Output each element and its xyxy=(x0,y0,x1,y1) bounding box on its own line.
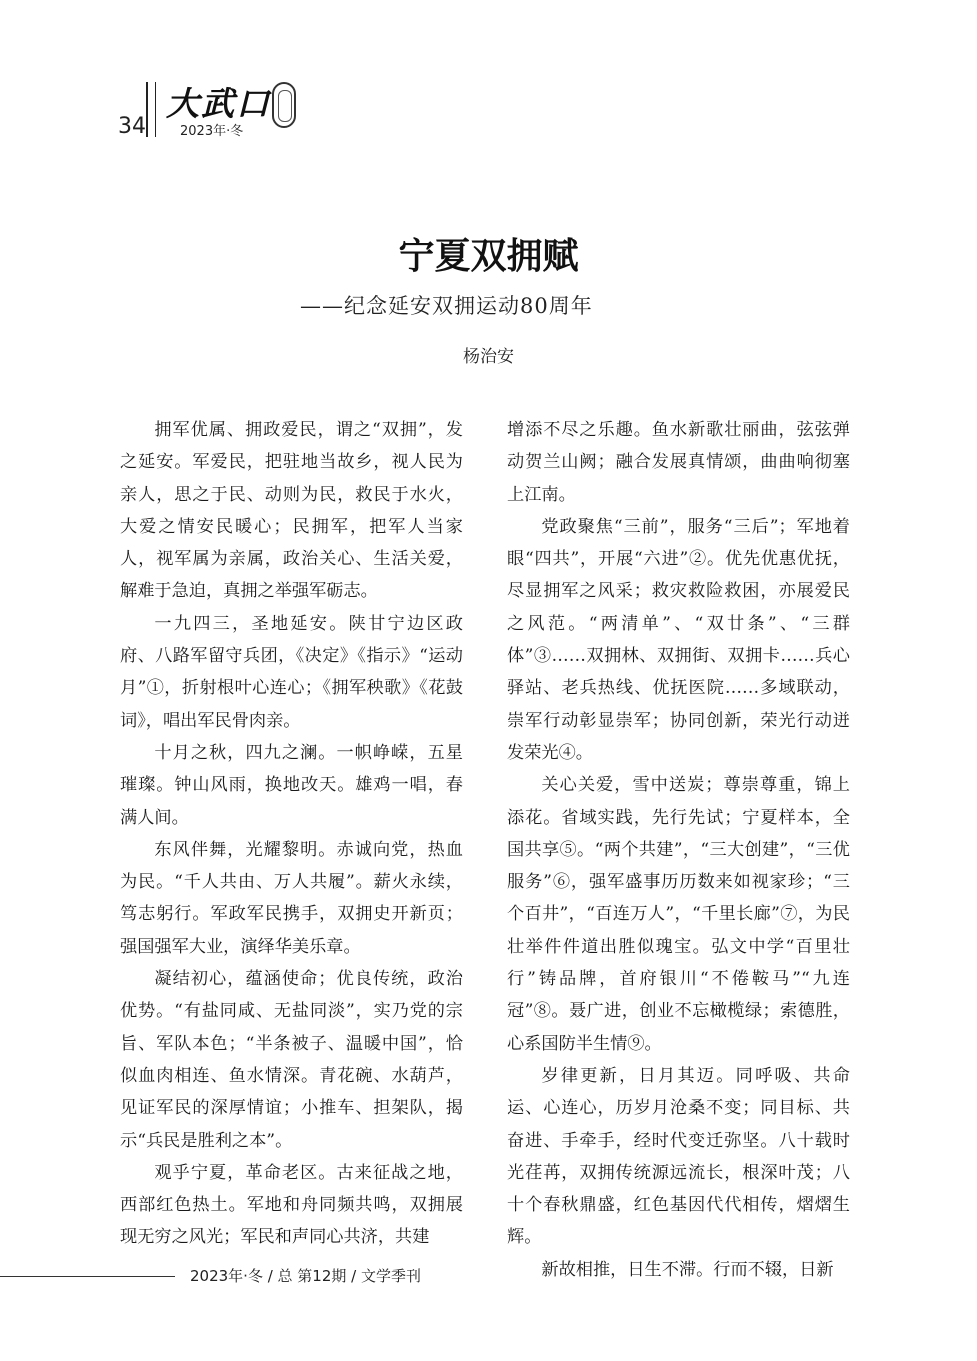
article-subtitle: ——纪念延安双拥运动80周年 xyxy=(300,294,593,318)
paragraph: 关心关爱，雪中送炭；尊崇尊重，锦上添花。省域实践，先行先试；宁夏样本，全国共享⑤。“两个共建”，“三大创建”，“三优服务”⑥，强军盛事历历数来如视家珍；“三个百井”，“百连万人”，“千里长廊”⑦，为民壮举件件道出胜似瑰宝。弘文中学“百里壮行”铸品牌，首府银川“不倦鞍马”“九连冠”⑧。聂广进，创业不忘橄榄绿；索德胜，心系国防半生情⑨。 xyxy=(507,775,850,1054)
paragraph: 东风伴舞，光耀黎明。赤诚向党，热血为民。“千人共由、万人共履”。薪火永续，笃志躬行。军政军民携手，双拥史开新页；强国强军大业，演绎华美乐章。 xyxy=(120,839,463,957)
paragraph: 拥军优属、拥政爱民，谓之“双拥”，发之延安。军爱民，把驻地当故乡，视人民为亲人，思之于民、动则为民，救民于水火，大爱之情安民暖心；民拥军，把军人当家人，视军属为亲属，政治关心、生活关爱，解难于急迫，真拥之举强军砺志。 xyxy=(120,420,463,602)
seal-icon xyxy=(272,82,296,128)
text-column-right xyxy=(507,414,850,1286)
paragraph: 增添不尽之乐趣。鱼水新歌壮丽曲，弦弦弹动贺兰山阙；融合发展真情颂，曲曲响彻塞上江南。 xyxy=(507,420,850,505)
footer-text: 2023年·冬 / 总 第12期 / 文学季刊 xyxy=(190,1267,421,1285)
header-divider xyxy=(146,82,156,137)
text-column-left xyxy=(120,414,463,1254)
paragraph: 岁律更新，日月其迈。同呼吸、共命运、心连心，历岁月沧桑不变；同目标、共奋进、手牵手，经时代变迁弥坚。八十载时光荏苒，双拥传统源远流长，根深叶茂；八十个春秋鼎盛，红色基因代代相传，熠熠生辉。 xyxy=(507,1065,850,1248)
paragraph: 十月之秋，四九之澜。一帜峥嵘，五星璀璨。钟山风雨，换地改天。雄鸡一唱，春满人间。 xyxy=(120,742,463,828)
paragraph: 观乎宁夏，革命老区。古来征战之地，西部红色热土。军地和舟同频共鸣，双拥展现无穷之风光；军民和声同心共济，共建 xyxy=(120,1162,463,1248)
page-number: 34 xyxy=(118,114,146,139)
paragraph: 党政聚焦“三前”，服务“三后”；军地着眼“四共”，开展“六进”②。优先优惠优抚，尽显拥军之风采；救灾救险救困，亦展爱民之风范。“两清单”、“双廿条”、“三群体”③……双拥林、双拥街、双拥卡……兵心驿站、老兵热线、优抚医院……多域联动，崇军行动彰显崇军；协同创新，荣光行动迸发荣光④。 xyxy=(507,516,850,763)
paragraph: 凝结初心，蕴涵使命；优良传统，政治优势。“有盐同咸、无盐同淡”，实乃党的宗旨、军队本色；“半条被子、温暖中国”，恰似血肉相连、鱼水情深。青花碗、水葫芦，见证军民的深厚情谊；小推车、担架队，揭示“兵民是胜利之本”。 xyxy=(120,969,463,1151)
footer-rule xyxy=(0,1276,175,1277)
author-name: 杨治安 xyxy=(463,347,514,367)
issue-date: 2023年·冬 xyxy=(180,124,244,139)
paragraph: 一九四三，圣地延安。陕甘宁边区政府、八路军留守兵团，《决定》《指示》“运动月”①，折射根叶心连心；《拥军秧歌》《花鼓词》，唱出军民骨肉亲。 xyxy=(120,613,463,731)
paragraph: 新故相推，日生不滞。行而不辍，日新 xyxy=(541,1259,834,1280)
article-title: 宁夏双拥赋 xyxy=(398,235,579,277)
magazine-logo: 大武口 xyxy=(166,84,271,123)
